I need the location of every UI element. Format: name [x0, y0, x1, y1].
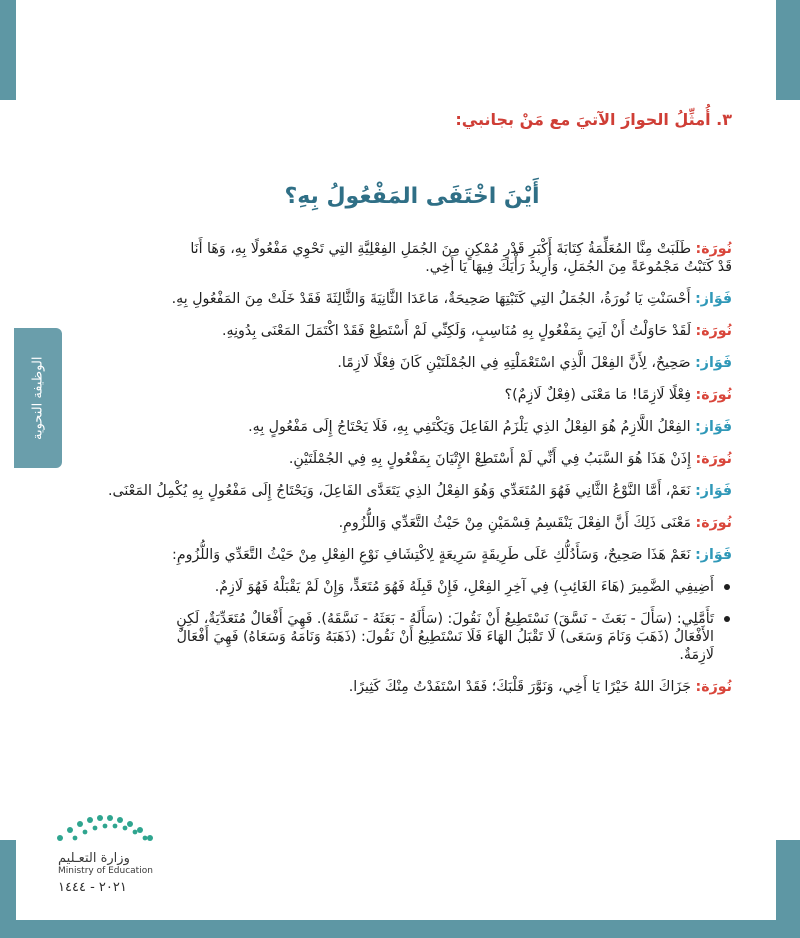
bullet-icon: [724, 584, 730, 590]
dialog-turn: [82, 482, 732, 500]
dialog-text: نَعَمْ هَذَا صَحِيحٌ، وَسَأَدُلُّكِ عَلَى طَرِيقَةٍ سَرِيعَةٍ لِاكْتِشَافِ نَوْعِ الفِعْلِ مِنْ حَيْثُ التَّعَدِّي وَاللُّزُومِ:: [172, 547, 691, 563]
dialog-turn: [82, 546, 732, 564]
dialog-text: جَزَاكَ اللهُ خَيْرًا يَا أَخِي، وَنَوَّرَ قَلْبَكَ؛ فَقَدْ اسْتَفَدْتُ مِنْكَ كَثِيرًا.: [348, 679, 692, 695]
dialog-text: مَعْنَى ذَلِكَ أَنَّ الفِعْلَ يَنْقَسِمُ قِسْمَيْنِ مِنْ حَيْثُ التَّعَدِّي وَاللُّزُومِ.: [338, 515, 692, 531]
dialog-line: [82, 354, 732, 372]
exercise-instruction: ٣. أُمثِّلُ الحوارَ الآتيَ مع مَنْ بجانبي:: [455, 110, 732, 129]
speaker-name: نُورَة:: [695, 241, 732, 257]
dialog-text: فِعْلًا لَازِمًا! مَا مَعْنَى (فِعْلٌ لَازِمٌ)؟: [504, 387, 692, 403]
speaker-name: فَوَاز:: [695, 483, 732, 499]
dialog-line: [82, 418, 732, 436]
speaker-name: فَوَاز:: [695, 291, 732, 307]
dialog-line: [82, 450, 732, 468]
side-tab-label: الوظيفة النحوية: [30, 356, 46, 440]
ministry-logo: [50, 808, 170, 848]
dialog-turn: [82, 450, 732, 468]
dialog-text: أَحْسَنْتِ يَا نُورَةُ، الجُمَلُ التِي كَتَبْتِهَا صَحِيحَةٌ، مَاعَدَا الثَّانِيَةَ وَالثَّالِثَةَ فَقَدْ خَلَتْ مِنَ المَفْعُولِ بِهِ.: [171, 291, 691, 307]
dialog-text: لَقَدْ حَاوَلْتُ أَنْ آتِيَ بِمَفْعُولٍ بِهِ مُنَاسِبٍ، وَلَكِنِّي لَمْ أَسْتَطِعْ فَقَدْ اكْتَمَلَ المَعْنَى بِدُونِهِ.: [221, 323, 692, 339]
dialog-line: [82, 322, 732, 340]
dialog-line: [82, 258, 732, 276]
dialog-line: [82, 290, 732, 308]
bullet-line: الأَفْعَالُ (ذَهَبَ وَنَامَ وَسَعَى) لَا تَقْبَلُ الهَاءَ فَلَا نَسْتَطِيعُ أَنْ نَقُولَ: (ذَهَبَهُ وَنَامَهُ وَسَعَاهُ) فَهِيَ أَفْعَالٌ: [176, 629, 714, 645]
speaker-name: نُورَة:: [695, 515, 732, 531]
dialog-text: نَعَمْ، أَمَّا النَّوْعُ الثَّانِي فَهُوَ المُتَعَدِّي وَهُوَ الفِعْلُ الذِي يَتَعَدَّى الفَاعِلَ، وَيَحْتَاجُ إِلَى مَفْعُولٍ بِهِ يُكْمِلُ المَعْنَى.: [108, 483, 691, 499]
speaker-name: نُورَة:: [695, 323, 732, 339]
bullet-line: تَأَمَّلِي: (سَأَلَ - بَعَثَ - نَسَّقَ) نَسْتَطِيعُ أَنْ نَقُولَ: (سَأَلَهُ - بَعَثَهُ - نَسَّقَهُ). فَهِيَ أَفْعَالٌ مُتَعَدِّيَةٌ، لَكِنِ: [176, 611, 714, 627]
bullet-item: [82, 578, 732, 596]
dialog-turn: [82, 322, 732, 340]
dialog-text: الفِعْلُ اللَّازِمُ هُوَ الفِعْلُ الذِي يَلْزَمُ الفَاعِلَ وَيَكْتَفِي بِهِ، فَلَا يَحْتَاجُ إِلَى مَفْعُولٍ بِهِ.: [248, 419, 691, 435]
speaker-name: نُورَة:: [695, 387, 732, 403]
dialog-text: صَحِيحٌ، لِأَنَّ الفِعْلَ الَّذِي اسْتَعْمَلْتِهِ فِي الجُمْلَتَيْنِ كَانَ فِعْلًا لَازِمًا.: [337, 355, 691, 371]
speaker-name: نُورَة:: [695, 451, 732, 467]
page-number: ٢٠٢١ - ١٤٤٤: [58, 880, 127, 895]
bullet-list: [82, 578, 732, 664]
speaker-name: نُورَة:: [695, 679, 732, 695]
dialog-line: [82, 386, 732, 404]
speaker-name: فَوَاز:: [695, 419, 732, 435]
dialog-line: [82, 482, 732, 500]
dialog-text: إِذَنْ هَذَا هُوَ السَّبَبُ فِي أَنِّي لَمْ أَسْتَطِعْ الإِتْيَانَ بِمَفْعُولٍ بِهِ فِي الجُمْلَتَيْنِ.: [288, 451, 692, 467]
dialog-text: طَلَبَتْ مِنَّا المُعَلِّمَةُ كِتَابَةَ أَكْبَرِ قَدْرٍ مُمْكِنٍ مِنَ الجُمَلِ الفِعْلِيَّةِ التِي تَحْوِي مَفْعُولًا بِهِ، وَهَا أَنَا: [190, 241, 692, 257]
dialog-turn: [82, 386, 732, 404]
ministry-name: وزارة التعـليم: [58, 851, 130, 866]
bullet-line: لَازِمَةٌ.: [679, 647, 714, 663]
dialog-turn: [82, 290, 732, 308]
dialog-turn: [82, 354, 732, 372]
speaker-name: فَوَاز:: [695, 547, 732, 563]
dialog-line: [82, 240, 732, 258]
dialog-text: قَدْ كَتَبْتُ مَجْمُوعَةً مِنَ الجُمَلِ، وَأُرِيدُ رَأْيَكَ فِيهَا يَا أَخِي.: [425, 259, 732, 275]
dialog-turn: [82, 240, 732, 276]
dialog-line: [82, 546, 732, 564]
dialog: [82, 240, 732, 710]
dialog-title: أَيْنَ اخْتَفَى المَفْعُولُ بِهِ؟: [284, 184, 540, 209]
bullet-item: [82, 610, 732, 664]
bullet-icon: [724, 616, 730, 622]
dialog-line: [82, 514, 732, 532]
bullet-line: أَضِيفِي الضَّمِيرَ (هَاءَ الغَائِبِ) فِي آخِرِ الفِعْلِ، فَإِنْ قَبِلَهُ فَهُوَ مُتَعَدٍّ، وَإِنْ لَمْ يَقْبَلْهُ فَهُوَ لَازِمٌ.: [214, 579, 714, 595]
ministry-name-en: Ministry of Education: [58, 866, 153, 876]
speaker-name: فَوَاز:: [695, 355, 732, 371]
dialog-line: [82, 678, 732, 696]
dialog-turn: [82, 418, 732, 436]
dialog-turn: [82, 678, 732, 696]
dialog-turn: [82, 514, 732, 532]
